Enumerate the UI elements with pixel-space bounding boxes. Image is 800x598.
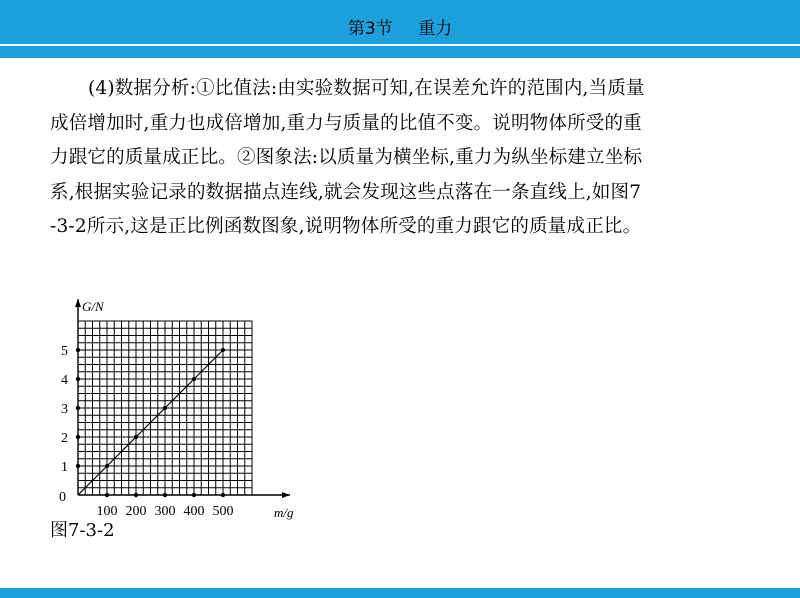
paragraph-line: 力跟它的质量成正比。②图象法:以质量为横坐标,重力为纵坐标建立坐标 xyxy=(50,147,643,168)
origin-label: 0 xyxy=(59,490,66,505)
header-divider xyxy=(0,44,800,46)
gravity-mass-chart xyxy=(50,292,310,522)
paragraph-line: -3-2所示,这是正比例函数图象,说明物体所受的重力跟它的质量成正比。 xyxy=(50,216,642,237)
x-tick-label: 300 xyxy=(154,504,176,519)
footer-bar xyxy=(0,588,800,598)
y-axis-label: G/N xyxy=(82,299,104,314)
y-tick-label: 1 xyxy=(61,460,68,475)
paragraph-line: 系,根据实验记录的数据描点连线,就会发现这些点落在一条直线上,如图7 xyxy=(50,181,642,203)
y-tick-label: 5 xyxy=(61,344,68,359)
y-tick-dot xyxy=(76,435,80,439)
data-point xyxy=(221,348,225,352)
y-tick-dot xyxy=(76,406,80,410)
x-tick-dot xyxy=(192,493,196,497)
y-tick-label: 2 xyxy=(61,431,68,446)
header-bar xyxy=(0,0,800,58)
data-point xyxy=(134,435,138,439)
x-tick-dot xyxy=(134,493,138,497)
data-point xyxy=(105,464,109,468)
x-axis-arrow xyxy=(282,492,290,498)
y-tick-label: 4 xyxy=(61,373,68,388)
figure-caption: 图7-3-2 xyxy=(50,520,115,541)
page-title xyxy=(0,14,800,39)
data-point xyxy=(163,406,167,410)
y-tick-dot xyxy=(76,348,80,352)
y-tick-dot xyxy=(76,377,80,381)
chart-labels xyxy=(59,299,294,520)
x-tick-label: 100 xyxy=(96,504,118,519)
data-point xyxy=(192,377,196,381)
y-axis-arrow xyxy=(75,299,81,307)
body-paragraph xyxy=(50,72,750,245)
x-tick-label: 200 xyxy=(125,504,147,519)
y-tick-label: 3 xyxy=(61,402,68,417)
x-tick-dot xyxy=(105,493,109,497)
paragraph-line: 成倍增加时,重力也成倍增加,重力与质量的比值不变。说明物体所受的重 xyxy=(50,112,642,134)
paragraph-line: (4)数据分析:①比值法:由实验数据可知,在误差允许的范围内,当质量 xyxy=(88,78,645,99)
section-label: 第3节 xyxy=(347,19,393,39)
x-tick-label: 400 xyxy=(183,504,205,519)
x-tick-dot xyxy=(221,493,225,497)
x-axis-label: m/g xyxy=(274,505,294,520)
y-tick-dot xyxy=(76,464,80,468)
x-tick-dot xyxy=(163,493,167,497)
x-tick-label: 500 xyxy=(212,504,234,519)
topic-label: 重力 xyxy=(418,19,453,39)
